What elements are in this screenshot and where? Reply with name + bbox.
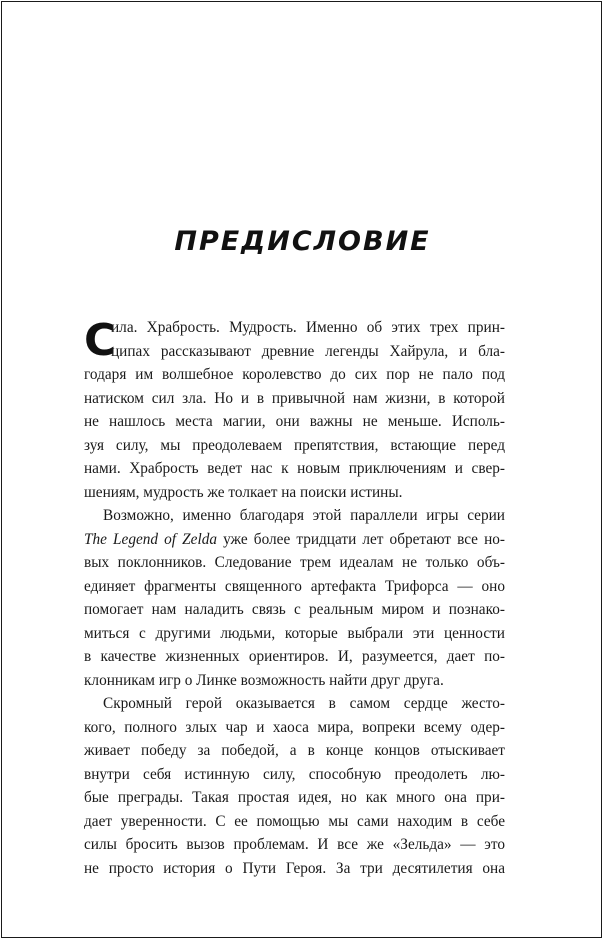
text-line: натиском сил зла. Но и в привычной нам жизни, в которой xyxy=(84,389,505,407)
text-line: вых поклонников. Следование трем идеалам не только объ- xyxy=(84,554,505,571)
text-line xyxy=(84,528,505,552)
text-line-rest: уже более тридцати лет обретают все но- xyxy=(223,530,505,548)
text-line: внутри себя истинную силу, способную преодолеть лю- xyxy=(84,765,505,783)
text-line: годаря им волшебное королевство до сих пор не пало под xyxy=(84,366,505,383)
text-line: силы бросить вызов проблемам. И все же «Зельда» — это xyxy=(84,836,505,853)
text-line: не просто история о Пути Героя. За три десятилетия она xyxy=(84,859,505,877)
text-line: кого, полного злых чар и хаоса мира, вопреки всему одер- xyxy=(84,718,505,736)
paragraph-1 xyxy=(84,316,505,504)
text-line: ила. Храбрость. Мудрость. Именно об этих трех прин- xyxy=(111,319,505,336)
body-text xyxy=(84,316,505,880)
italic-game-title: The Legend of Zelda xyxy=(84,530,217,548)
text-line: клонникам игр о Линке возможность найти друг друга. xyxy=(84,671,444,689)
text-line: шениям, мудрость же толкает на поиски истины. xyxy=(84,483,403,501)
text-line: дает уверенности. С ее помощью мы сами находим в себе xyxy=(84,812,505,830)
text-line: живает победу за победой, а в конце концов отыскивает xyxy=(84,742,505,759)
text-line: нами. Храбрость ведет нас к новым приключениям и свер- xyxy=(84,460,505,477)
drop-cap: С xyxy=(84,315,117,366)
text-line: Скромный герой оказывается в самом сердце жесто- xyxy=(103,695,505,712)
page-title: ПРЕДИСЛОВИЕ xyxy=(174,226,431,257)
text-line: зуя силу, мы преодолеваем препятствия, встающие перед xyxy=(84,436,505,454)
text-line: единяет фрагменты священного артефакта Трифорса — оно xyxy=(84,577,505,595)
text-line: не нашлось места магии, они важны не меньше. Исполь- xyxy=(84,413,505,430)
text-line: ципах рассказывают древние легенды Хайрула, и бла- xyxy=(111,342,505,360)
text-line: бые преграды. Такая простая идея, но как много она при- xyxy=(84,789,505,806)
text-line: помогает нам наладить связь с реальным миром и познако- xyxy=(84,601,505,618)
text-line: Возможно, именно благодаря этой параллели игры серии xyxy=(103,507,505,524)
paragraph-2 xyxy=(84,504,505,692)
text-line: миться с другими людьми, которые выбрали эти ценности xyxy=(84,624,505,642)
paragraph-3 xyxy=(84,692,505,880)
text-line: в качестве жизненных ориентиров. И, разумеется, дает по- xyxy=(84,648,505,665)
